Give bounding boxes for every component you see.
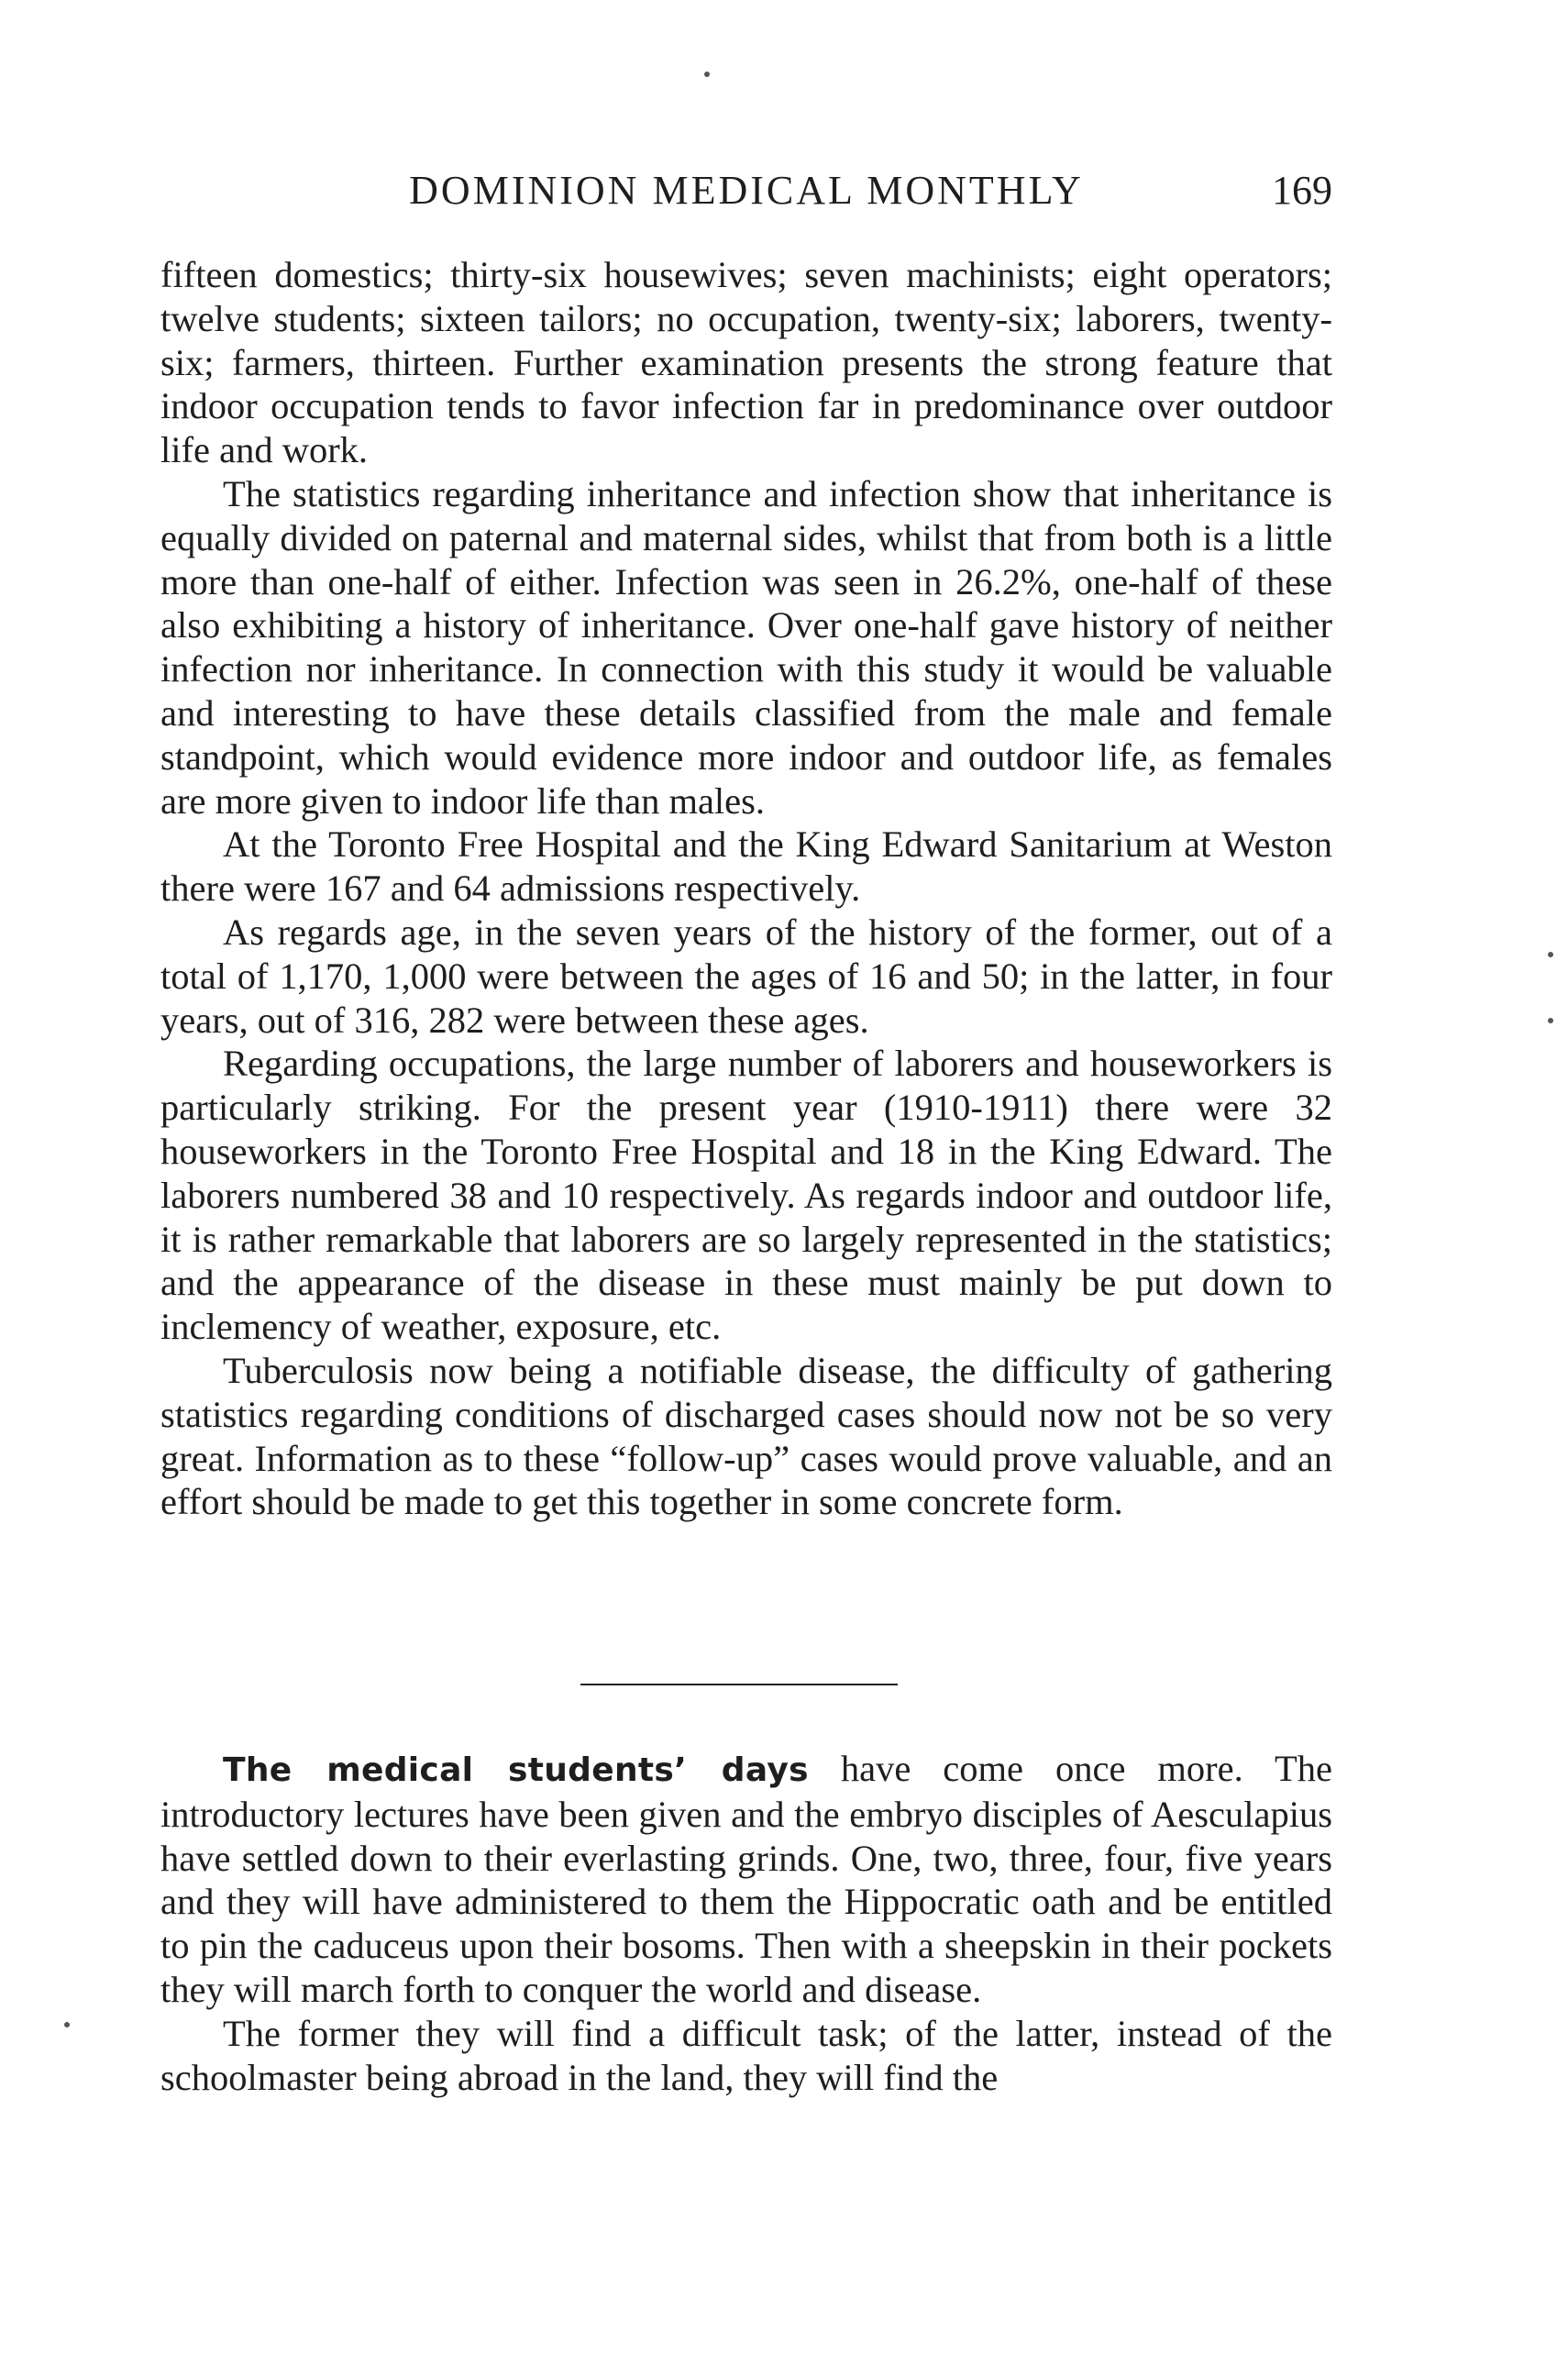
scan-speck <box>704 72 710 77</box>
section-divider <box>580 1684 898 1685</box>
tuberculosis-statistics-article <box>160 253 1332 1524</box>
article-paragraph: The former they will find a difficult task; of the latter, instead of the schoolmaster being abroad in the land, they will find the <box>160 2012 1332 2098</box>
article-paragraph: fifteen domestics; thirty-six housewives; seven machinists; eight operators; twelve students; sixteen tailors; no occupation, twenty-six; laborers, twenty-six; farmers, thirteen. Further examination presents the strong feature that indoor occupation tends to favor infection far in predominance over outdoor life and work. <box>160 254 1332 471</box>
scan-speck <box>64 2022 70 2027</box>
article-paragraph <box>160 1747 1332 2012</box>
article-paragraph: Regarding occupations, the large number of laborers and houseworkers is particularly striking. For the present year (1910-1911) there were 32 houseworkers in the Toronto Free Hospital and 18 in the King Edward. The laborers numbered 38 and 10 respectively. As regards indoor and outdoor life, it is rather remarkable that laborers are so largely represented in the statistics; and the appearance of the disease in these must mainly be put down to inclemency of weather, exposure, etc. <box>160 1043 1332 1348</box>
article-paragraph: At the Toronto Free Hospital and the King Edward Sanitarium at Weston there were 167 and 64 admissions respectively. <box>160 823 1332 910</box>
scan-speck <box>1548 952 1553 957</box>
lead-heading: The medical students’ days <box>223 1751 809 1789</box>
medical-students-article <box>160 1747 1332 2099</box>
article-paragraph: Tuberculosis now being a notifiable disease, the difficulty of gathering statistics regarding conditions of discharged cases should now not be so very great. Information as to these “follow-up” cases would prove valuable, and an effort should be made to get this together in some concrete form. <box>160 1349 1332 1523</box>
paragraph-text: have come once more. The introductory lectures have been given and the embryo disciples of Aesculapius have settled down to their everlasting grinds. One, two, three, four, five years and they will have administered to them the Hippocratic oath and be entitled to pin the caduceus upon their bosoms. Then with a sheepskin in their pockets they will march forth to conquer the world and disease. <box>160 1748 1332 2010</box>
article-paragraph: The statistics regarding inheritance and infection show that inheritance is equally divided on paternal and maternal sides, whilst that from both is a little more than one-half of either. Infection was seen in 26.2%, one-half of these also exhibiting a history of inheritance. Over one-half gave history of neither infection nor inheritance. In connection with this study it would be valuable and interesting to have these details classified from the male and female standpoint, which would evidence more indoor and outdoor life, as females are more given to indoor life than males. <box>160 472 1332 822</box>
running-head <box>160 163 1332 218</box>
journal-title: DOMINION MEDICAL MONTHLY <box>409 168 1084 213</box>
article-paragraph: As regards age, in the seven years of the history of the former, out of a total of 1,170, 1,000 were between the ages of 16 and 50; in the latter, in four years, out of 316, 282 were between these ages. <box>160 911 1332 1041</box>
scan-speck <box>1548 1018 1553 1023</box>
page-number: 169 <box>1272 168 1332 213</box>
